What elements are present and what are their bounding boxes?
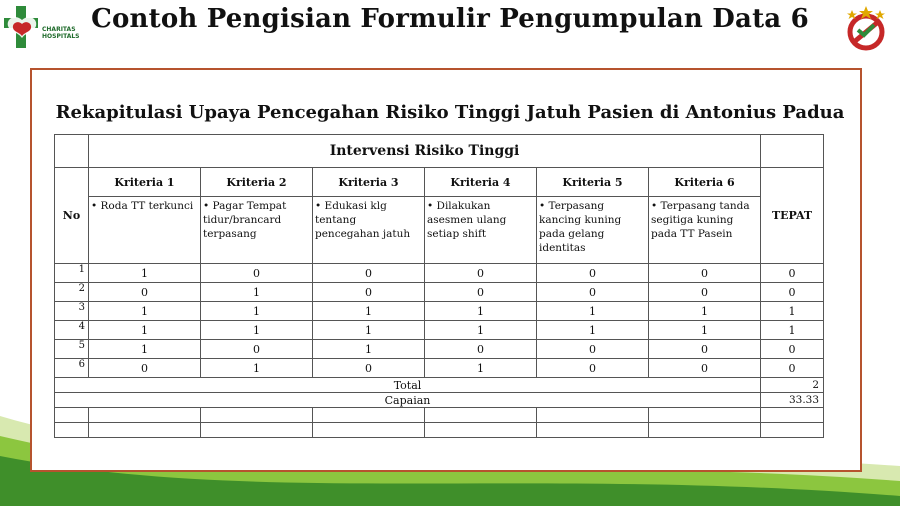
cell-k6: 1 [649,302,761,321]
cell-k4: 0 [425,283,537,302]
cell-k6: 0 [649,264,761,283]
row-number: 3 [55,302,89,321]
criteria-header: Kriteria 2 [201,168,313,197]
cell-k5: 0 [537,283,649,302]
cell-k1: 1 [89,264,201,283]
cell-k3: 1 [313,302,425,321]
cell-k6: 0 [649,340,761,359]
cell-k5: 1 [537,321,649,340]
recap-table-container [54,134,823,454]
slide-subtitle: Rekapitulasi Upaya Pencegahan Risiko Tinggi Jatuh Pasien di Antonius Padua [55,102,845,123]
main-header: Intervensi Risiko Tinggi [89,135,761,168]
header-empty-cell [55,135,89,168]
cell-tepat: 1 [761,302,824,321]
cell-k6: 0 [649,359,761,378]
table-row [55,283,824,302]
slide-title: Contoh Pengisian Formulir Pengumpulan Data 6 [91,4,809,34]
no-header: No [55,168,89,264]
cell-k1: 1 [89,340,201,359]
cell-k6: 1 [649,321,761,340]
cell-k1: 1 [89,321,201,340]
cell-k4: 1 [425,321,537,340]
cell-k1: 0 [89,283,201,302]
row-number: 2 [55,283,89,302]
cell-k5: 0 [537,340,649,359]
header-empty-cell [761,135,824,168]
table-row [55,302,824,321]
row-number: 5 [55,340,89,359]
criteria-header: Kriteria 1 [89,168,201,197]
cell-tepat: 0 [761,359,824,378]
logo-brand-text: CHARITAS HOSPITALS [42,26,80,40]
criteria-header: Kriteria 6 [649,168,761,197]
table-row [55,321,824,340]
cell-tepat: 1 [761,321,824,340]
cell-tepat: 0 [761,283,824,302]
cell-k2: 0 [201,264,313,283]
cell-k4: 0 [425,340,537,359]
cell-k3: 0 [313,264,425,283]
cell-k5: 0 [537,264,649,283]
blank-row [55,408,824,423]
cell-k3: 0 [313,359,425,378]
cell-k5: 0 [537,359,649,378]
recap-table [54,134,824,438]
criteria-desc: • Terpasang kancing kuning pada gelang identitas [537,197,649,264]
cell-k2: 1 [201,321,313,340]
total-value: 2 [761,378,824,393]
table-row [55,359,824,378]
criteria-desc: • Roda TT terkunci [89,197,201,264]
cell-k3: 0 [313,283,425,302]
criteria-desc: • Terpasang tanda segitiga kuning pada TT Pasein [649,197,761,264]
cell-k2: 1 [201,359,313,378]
table-row [55,340,824,359]
cell-k2: 1 [201,302,313,321]
row-number: 4 [55,321,89,340]
cell-k5: 1 [537,302,649,321]
cell-k3: 1 [313,321,425,340]
row-number: 6 [55,359,89,378]
cell-k1: 1 [89,302,201,321]
cell-k4: 1 [425,359,537,378]
capaian-label: Capaian [55,393,761,408]
table-row [55,264,824,283]
blank-row [55,423,824,438]
cell-k1: 0 [89,359,201,378]
cell-k3: 1 [313,340,425,359]
cell-tepat: 0 [761,264,824,283]
cell-k4: 1 [425,302,537,321]
row-number: 1 [55,264,89,283]
cell-k6: 0 [649,283,761,302]
criteria-desc: • Dilakukan asesmen ulang setiap shift [425,197,537,264]
total-label: Total [55,378,761,393]
capaian-value: 33.33 [761,393,824,408]
tepat-header: TEPAT [761,168,824,264]
cell-k4: 0 [425,264,537,283]
cell-k2: 1 [201,283,313,302]
criteria-header: Kriteria 5 [537,168,649,197]
criteria-header: Kriteria 3 [313,168,425,197]
criteria-header: Kriteria 4 [425,168,537,197]
cell-k2: 0 [201,340,313,359]
criteria-desc: • Edukasi klg tentang pencegahan jatuh [313,197,425,264]
cell-tepat: 0 [761,340,824,359]
criteria-desc: • Pagar Tempat tidur/brancard terpasang [201,197,313,264]
